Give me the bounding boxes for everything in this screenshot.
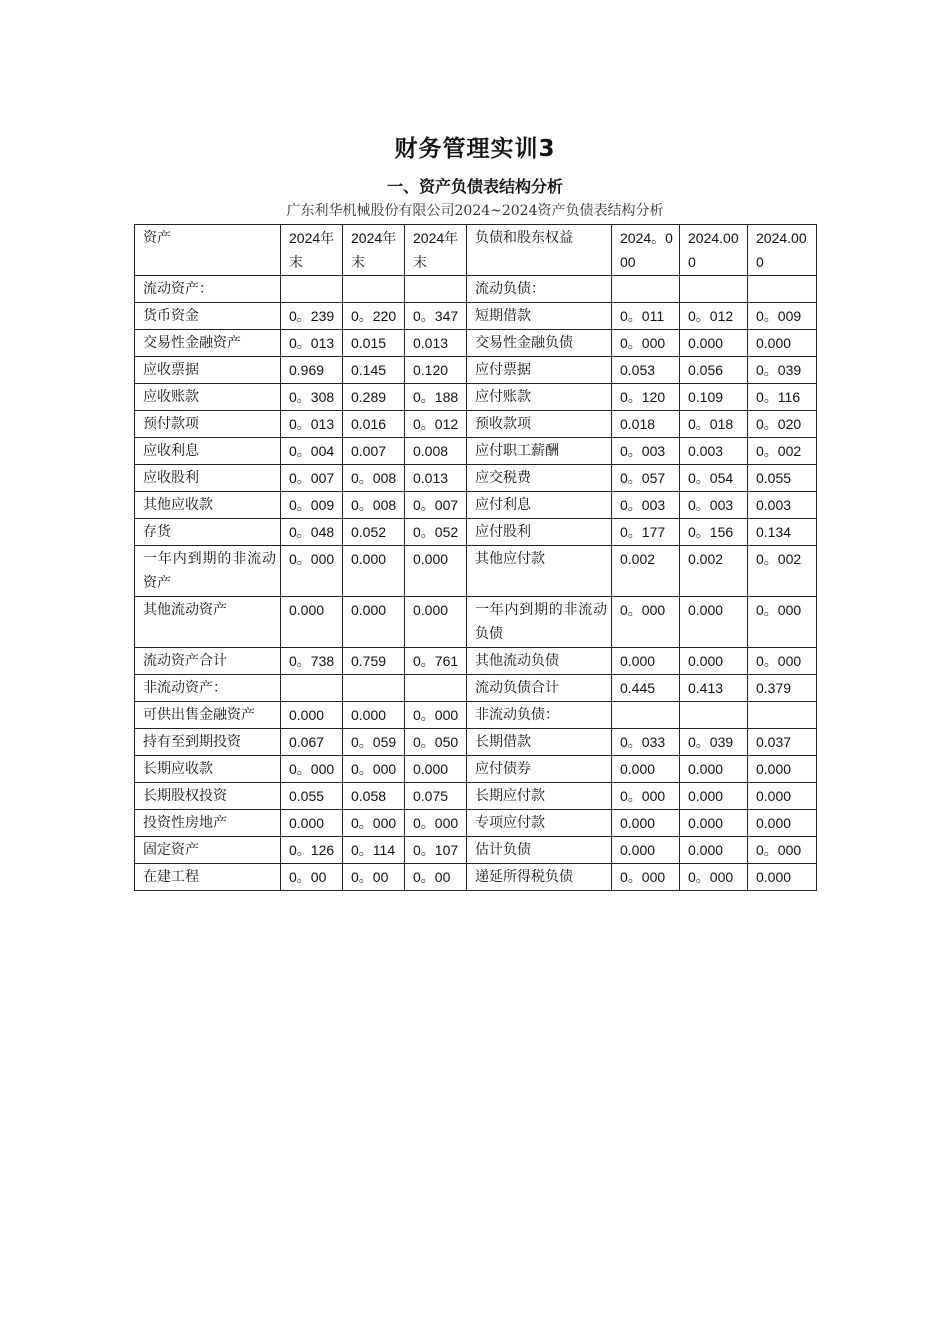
asset-value-2: 0。059 xyxy=(343,729,405,756)
liability-value-2: 0。000 xyxy=(680,864,748,891)
liability-label: 流动负债： xyxy=(467,276,612,303)
liability-value-3: 0.000 xyxy=(748,330,817,357)
asset-value-1 xyxy=(281,276,343,303)
asset-value-2: 0。114 xyxy=(343,837,405,864)
asset-value-2: 0.000 xyxy=(343,546,405,597)
asset-label: 流动资产： xyxy=(135,276,281,303)
asset-value-1: 0.000 xyxy=(281,702,343,729)
balance-sheet-table xyxy=(134,224,817,891)
asset-value-2: 0。000 xyxy=(343,756,405,783)
liability-value-1: 0。000 xyxy=(612,864,680,891)
asset-value-2: 0.000 xyxy=(343,702,405,729)
asset-label: 应收股利 xyxy=(135,465,281,492)
table-row xyxy=(135,438,817,465)
asset-value-1: 0。239 xyxy=(281,303,343,330)
table-row xyxy=(135,783,817,810)
table-row xyxy=(135,465,817,492)
asset-value-2: 0.759 xyxy=(343,648,405,675)
asset-value-1: 0。308 xyxy=(281,384,343,411)
liability-value-3: 0。000 xyxy=(748,837,817,864)
header-year-3: 2024年末 xyxy=(405,225,467,276)
header-assets: 资产 xyxy=(135,225,281,276)
asset-value-2: 0.145 xyxy=(343,357,405,384)
table-row xyxy=(135,729,817,756)
liability-value-1: 0。003 xyxy=(612,438,680,465)
liability-value-2: 0.056 xyxy=(680,357,748,384)
table-row xyxy=(135,810,817,837)
asset-value-2: 0.016 xyxy=(343,411,405,438)
table-row xyxy=(135,330,817,357)
table-caption: 广东利华机械股份有限公司2024~2024资产负债表结构分析 xyxy=(286,203,664,219)
asset-value-3: 0。000 xyxy=(405,810,467,837)
asset-value-1: 0。009 xyxy=(281,492,343,519)
liability-label: 其他应付款 xyxy=(467,546,612,597)
liability-value-3: 0。000 xyxy=(748,597,817,648)
asset-value-2: 0。008 xyxy=(343,465,405,492)
asset-value-2: 0.007 xyxy=(343,438,405,465)
liability-value-2: 0.000 xyxy=(680,597,748,648)
table-row xyxy=(135,648,817,675)
liability-label: 预收款项 xyxy=(467,411,612,438)
header-liabilities: 负债和股东权益 xyxy=(467,225,612,276)
liability-value-2: 0.109 xyxy=(680,384,748,411)
liability-value-2: 0.000 xyxy=(680,756,748,783)
liability-value-1: 0。000 xyxy=(612,330,680,357)
asset-value-1: 0。013 xyxy=(281,411,343,438)
liability-value-2: 0.000 xyxy=(680,330,748,357)
asset-value-3: 0.013 xyxy=(405,330,467,357)
liability-value-2: 0.000 xyxy=(680,837,748,864)
asset-label: 存货 xyxy=(135,519,281,546)
liability-value-1: 0.000 xyxy=(612,648,680,675)
liability-value-2: 0。039 xyxy=(680,729,748,756)
table-row xyxy=(135,702,817,729)
liability-value-1: 0.053 xyxy=(612,357,680,384)
liability-value-1 xyxy=(612,702,680,729)
table-row xyxy=(135,357,817,384)
asset-value-3: 0.000 xyxy=(405,597,467,648)
asset-value-3: 0.120 xyxy=(405,357,467,384)
asset-value-3: 0。347 xyxy=(405,303,467,330)
liability-value-3: 0.037 xyxy=(748,729,817,756)
table-row xyxy=(135,597,817,648)
asset-value-2: 0.058 xyxy=(343,783,405,810)
asset-value-1: 0.000 xyxy=(281,810,343,837)
asset-label: 长期应收款 xyxy=(135,756,281,783)
asset-value-3: 0。007 xyxy=(405,492,467,519)
table-row xyxy=(135,837,817,864)
table-row xyxy=(135,756,817,783)
liability-label: 专项应付款 xyxy=(467,810,612,837)
section-heading: 一、资产负债表结构分析 xyxy=(386,177,563,196)
liability-label: 应付票据 xyxy=(467,357,612,384)
asset-value-1 xyxy=(281,675,343,702)
liability-value-1: 0.000 xyxy=(612,756,680,783)
liability-value-2: 0.003 xyxy=(680,438,748,465)
liability-value-1: 0。177 xyxy=(612,519,680,546)
liability-value-3: 0。039 xyxy=(748,357,817,384)
liability-label: 非流动负债： xyxy=(467,702,612,729)
header-year-4: 2024。000 xyxy=(612,225,680,276)
asset-value-1: 0。000 xyxy=(281,756,343,783)
liability-value-2: 0.000 xyxy=(680,648,748,675)
asset-value-2: 0。00 xyxy=(343,864,405,891)
asset-value-3: 0。000 xyxy=(405,702,467,729)
asset-value-2 xyxy=(343,675,405,702)
page-title: 财务管理实训3 xyxy=(394,136,556,162)
asset-value-3: 0。00 xyxy=(405,864,467,891)
asset-value-3: 0。188 xyxy=(405,384,467,411)
liability-value-2: 0.413 xyxy=(680,675,748,702)
asset-label: 其他流动资产 xyxy=(135,597,281,648)
table-row xyxy=(135,519,817,546)
liability-value-3: 0.003 xyxy=(748,492,817,519)
table-row xyxy=(135,492,817,519)
liability-label: 应付账款 xyxy=(467,384,612,411)
table-row xyxy=(135,675,817,702)
asset-value-1: 0.969 xyxy=(281,357,343,384)
liability-value-1: 0.000 xyxy=(612,810,680,837)
asset-value-3 xyxy=(405,675,467,702)
liability-value-2: 0。156 xyxy=(680,519,748,546)
asset-value-2: 0.052 xyxy=(343,519,405,546)
header-year-2: 2024年末 xyxy=(343,225,405,276)
asset-value-2: 0.015 xyxy=(343,330,405,357)
liability-value-3: 0。116 xyxy=(748,384,817,411)
asset-label: 非流动资产： xyxy=(135,675,281,702)
table-row xyxy=(135,864,817,891)
asset-label: 其他应收款 xyxy=(135,492,281,519)
asset-value-1: 0.055 xyxy=(281,783,343,810)
liability-label: 应付职工薪酬 xyxy=(467,438,612,465)
asset-value-1: 0。738 xyxy=(281,648,343,675)
liability-value-3: 0.055 xyxy=(748,465,817,492)
liability-value-3: 0。009 xyxy=(748,303,817,330)
asset-label: 持有至到期投资 xyxy=(135,729,281,756)
asset-value-3: 0。052 xyxy=(405,519,467,546)
asset-value-2 xyxy=(343,276,405,303)
asset-value-1: 0。004 xyxy=(281,438,343,465)
table-row xyxy=(135,546,817,597)
asset-label: 交易性金融资产 xyxy=(135,330,281,357)
asset-value-3: 0.000 xyxy=(405,546,467,597)
liability-label: 一年内到期的非流动负债 xyxy=(467,597,612,648)
table-row xyxy=(135,411,817,438)
liability-value-2: 0。018 xyxy=(680,411,748,438)
asset-value-2: 0。000 xyxy=(343,810,405,837)
liability-value-1: 0。000 xyxy=(612,783,680,810)
liability-value-1: 0。011 xyxy=(612,303,680,330)
asset-value-2: 0.289 xyxy=(343,384,405,411)
liability-value-1: 0。057 xyxy=(612,465,680,492)
liability-value-2: 0.000 xyxy=(680,783,748,810)
asset-value-2: 0。008 xyxy=(343,492,405,519)
liability-value-3: 0.134 xyxy=(748,519,817,546)
table-row xyxy=(135,276,817,303)
liability-value-1: 0.000 xyxy=(612,837,680,864)
asset-label: 一年内到期的非流动资产 xyxy=(135,546,281,597)
asset-value-3: 0.000 xyxy=(405,756,467,783)
asset-label: 投资性房地产 xyxy=(135,810,281,837)
liability-label: 递延所得税负债 xyxy=(467,864,612,891)
asset-label: 长期股权投资 xyxy=(135,783,281,810)
liability-value-3: 0。002 xyxy=(748,546,817,597)
asset-label: 固定资产 xyxy=(135,837,281,864)
liability-value-1: 0。003 xyxy=(612,492,680,519)
liability-value-3 xyxy=(748,276,817,303)
asset-value-1: 0。007 xyxy=(281,465,343,492)
liability-value-2: 0。054 xyxy=(680,465,748,492)
liability-value-3: 0.000 xyxy=(748,756,817,783)
liability-value-2 xyxy=(680,276,748,303)
asset-value-1: 0。013 xyxy=(281,330,343,357)
asset-label: 在建工程 xyxy=(135,864,281,891)
liability-value-1: 0.445 xyxy=(612,675,680,702)
asset-label: 应收票据 xyxy=(135,357,281,384)
liability-value-2: 0.000 xyxy=(680,810,748,837)
asset-value-1: 0。000 xyxy=(281,546,343,597)
liability-value-3: 0.379 xyxy=(748,675,817,702)
liability-label: 长期借款 xyxy=(467,729,612,756)
table-row xyxy=(135,303,817,330)
liability-label: 应付利息 xyxy=(467,492,612,519)
liability-value-3: 0.000 xyxy=(748,783,817,810)
liability-value-3: 0.000 xyxy=(748,810,817,837)
asset-value-3: 0。012 xyxy=(405,411,467,438)
liability-value-1: 0.002 xyxy=(612,546,680,597)
asset-label: 应收账款 xyxy=(135,384,281,411)
liability-value-1: 0.018 xyxy=(612,411,680,438)
asset-label: 可供出售金融资产 xyxy=(135,702,281,729)
liability-value-3: 0。002 xyxy=(748,438,817,465)
liability-label: 其他流动负债 xyxy=(467,648,612,675)
asset-value-1: 0.067 xyxy=(281,729,343,756)
liability-value-1: 0。033 xyxy=(612,729,680,756)
liability-value-2: 0。012 xyxy=(680,303,748,330)
liability-label: 应付股利 xyxy=(467,519,612,546)
asset-value-3: 0.008 xyxy=(405,438,467,465)
liability-label: 交易性金融负债 xyxy=(467,330,612,357)
asset-value-1: 0。00 xyxy=(281,864,343,891)
asset-value-3: 0.075 xyxy=(405,783,467,810)
liability-value-3: 0.000 xyxy=(748,864,817,891)
asset-label: 应收利息 xyxy=(135,438,281,465)
table-row xyxy=(135,384,817,411)
liability-label: 短期借款 xyxy=(467,303,612,330)
header-year-1: 2024年末 xyxy=(281,225,343,276)
asset-value-3: 0.013 xyxy=(405,465,467,492)
asset-value-2: 0。220 xyxy=(343,303,405,330)
asset-value-1: 0。048 xyxy=(281,519,343,546)
liability-label: 应交税费 xyxy=(467,465,612,492)
asset-label: 货币资金 xyxy=(135,303,281,330)
liability-value-3: 0。000 xyxy=(748,648,817,675)
liability-value-2 xyxy=(680,702,748,729)
asset-value-3: 0。050 xyxy=(405,729,467,756)
asset-value-1: 0。126 xyxy=(281,837,343,864)
header-year-6: 2024.000 xyxy=(748,225,817,276)
liability-value-2: 0。003 xyxy=(680,492,748,519)
header-year-5: 2024.000 xyxy=(680,225,748,276)
asset-label: 流动资产合计 xyxy=(135,648,281,675)
asset-value-3 xyxy=(405,276,467,303)
liability-value-3 xyxy=(748,702,817,729)
liability-label: 流动负债合计 xyxy=(467,675,612,702)
liability-value-1: 0。000 xyxy=(612,597,680,648)
table-header-row xyxy=(135,225,817,276)
liability-value-2: 0.002 xyxy=(680,546,748,597)
asset-value-1: 0.000 xyxy=(281,597,343,648)
asset-value-3: 0。107 xyxy=(405,837,467,864)
asset-label: 预付款项 xyxy=(135,411,281,438)
liability-label: 应付债券 xyxy=(467,756,612,783)
liability-label: 长期应付款 xyxy=(467,783,612,810)
asset-value-2: 0.000 xyxy=(343,597,405,648)
liability-value-1: 0。120 xyxy=(612,384,680,411)
liability-label: 估计负债 xyxy=(467,837,612,864)
asset-value-3: 0。761 xyxy=(405,648,467,675)
liability-value-1 xyxy=(612,276,680,303)
liability-value-3: 0。020 xyxy=(748,411,817,438)
